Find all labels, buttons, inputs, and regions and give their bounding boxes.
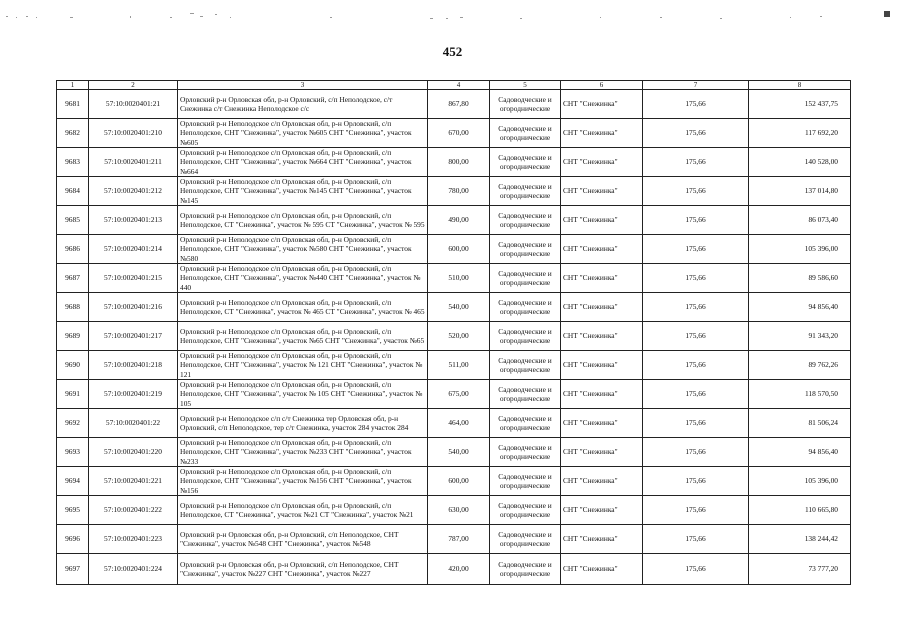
cadastral-value-cell: 86 073,40 <box>749 206 851 235</box>
address-cell: Орловский р-н Неполодское с/п Орловская обл, р-н Орловский, с/п Неполодское, СНТ "Снежинка", участок №145 СНТ "Снежинка", участок №145 <box>178 177 428 206</box>
area-cell: 675,00 <box>428 380 490 409</box>
organization-cell: СНТ "Снежинка" <box>561 206 643 235</box>
land-use-cell: Садоводческие и огороднические <box>490 525 561 554</box>
area-cell: 520,00 <box>428 322 490 351</box>
land-use-cell: Садоводческие и огороднические <box>490 322 561 351</box>
specific-value-cell: 175,66 <box>643 409 749 438</box>
specific-value-cell: 175,66 <box>643 322 749 351</box>
address-cell: Орловский р-н Орловская обл, р-н Орловский, с/п Неполодское, СНТ "Снежинка", участок №548 СНТ "Снежинка", участок №548 <box>178 525 428 554</box>
specific-value-cell: 175,66 <box>643 525 749 554</box>
organization-cell: СНТ "Снежинка" <box>561 293 643 322</box>
area-cell: 600,00 <box>428 467 490 496</box>
table-row <box>57 467 851 496</box>
cadastral-number: 57:10:0020401:210 <box>89 119 178 148</box>
table-row <box>57 554 851 585</box>
organization-cell: СНТ "Снежинка" <box>561 467 643 496</box>
column-number: 6 <box>561 81 643 90</box>
area-cell: 511,00 <box>428 351 490 380</box>
table-row <box>57 206 851 235</box>
area-cell: 540,00 <box>428 438 490 467</box>
address-cell: Орловский р-н Неполодское с/п Орловская обл, р-н Орловский, с/п Неполодское, СНТ "Снежинка", участок №605 СНТ "Снежинка", участок №605 <box>178 119 428 148</box>
organization-cell: СНТ "Снежинка" <box>561 525 643 554</box>
row-number: 9695 <box>57 496 89 525</box>
table-row <box>57 177 851 206</box>
land-use-cell: Садоводческие и огороднические <box>490 293 561 322</box>
row-number: 9696 <box>57 525 89 554</box>
land-use-cell: Садоводческие и огороднические <box>490 264 561 293</box>
column-number: 8 <box>749 81 851 90</box>
cadastral-value-cell: 137 014,80 <box>749 177 851 206</box>
organization-cell: СНТ "Снежинка" <box>561 496 643 525</box>
table-row <box>57 351 851 380</box>
table-row <box>57 380 851 409</box>
row-number: 9689 <box>57 322 89 351</box>
address-cell: Орловский р-н Неполодское с/п Орловская обл, р-н Орловский, с/п Неполодское, СНТ "Снежинка", участок №233 СНТ "Снежинка", участок №233 <box>178 438 428 467</box>
table-row <box>57 119 851 148</box>
cadastral-number: 57:10:0020401:217 <box>89 322 178 351</box>
area-cell: 490,00 <box>428 206 490 235</box>
specific-value-cell: 175,66 <box>643 554 749 585</box>
row-number: 9686 <box>57 235 89 264</box>
column-number: 7 <box>643 81 749 90</box>
cadastral-number: 57:10:0020401:215 <box>89 264 178 293</box>
cadastral-number: 57:10:0020401:214 <box>89 235 178 264</box>
land-use-cell: Садоводческие и огороднические <box>490 467 561 496</box>
organization-cell: СНТ "Снежинка" <box>561 322 643 351</box>
organization-cell: СНТ "Снежинка" <box>561 380 643 409</box>
organization-cell: СНТ "Снежинка" <box>561 119 643 148</box>
address-cell: Орловский р-н Неполодское с/п Орловская обл, р-н Орловский, с/п Неполодское, СНТ "Снежинка", участок №65 СНТ "Снежинка", участок №65 <box>178 322 428 351</box>
land-use-cell: Садоводческие и огороднические <box>490 351 561 380</box>
table-row <box>57 264 851 293</box>
cadastral-value-cell: 94 856,40 <box>749 438 851 467</box>
specific-value-cell: 175,66 <box>643 467 749 496</box>
cadastral-number: 57:10:0020401:211 <box>89 148 178 177</box>
row-number: 9687 <box>57 264 89 293</box>
cadastral-value-cell: 81 506,24 <box>749 409 851 438</box>
row-number: 9697 <box>57 554 89 585</box>
area-cell: 630,00 <box>428 496 490 525</box>
row-number: 9685 <box>57 206 89 235</box>
organization-cell: СНТ "Снежинка" <box>561 409 643 438</box>
specific-value-cell: 175,66 <box>643 177 749 206</box>
cadastral-number: 57:10:0020401:224 <box>89 554 178 585</box>
organization-cell: СНТ "Снежинка" <box>561 438 643 467</box>
cadastral-number: 57:10:0020401:221 <box>89 467 178 496</box>
row-number: 9688 <box>57 293 89 322</box>
address-cell: Орловский р-н Неполодское с/п Орловская обл, р-н Орловский, с/п Неполодское, СТ "Снежинка", участок № 595 СТ "Снежинка", участок № 595 <box>178 206 428 235</box>
area-cell: 787,00 <box>428 525 490 554</box>
land-use-cell: Садоводческие и огороднические <box>490 235 561 264</box>
address-cell: Орловский р-н Неполодское с/п Орловская обл, р-н Орловский, с/п Неполодское, СТ "Снежинка", участок № 465 СТ "Снежинка", участок № 465 <box>178 293 428 322</box>
table-row <box>57 293 851 322</box>
land-use-cell: Садоводческие и огороднические <box>490 554 561 585</box>
cadastral-value-cell: 94 856,40 <box>749 293 851 322</box>
area-cell: 420,00 <box>428 554 490 585</box>
area-cell: 670,00 <box>428 119 490 148</box>
cadastral-value-cell: 138 244,42 <box>749 525 851 554</box>
specific-value-cell: 175,66 <box>643 90 749 119</box>
address-cell: Орловский р-н Неполодское с/п Орловская обл, р-н Орловский, с/п Неполодское, СНТ "Снежинка", участок №156 СНТ "Снежинка", участок №156 <box>178 467 428 496</box>
area-cell: 600,00 <box>428 235 490 264</box>
organization-cell: СНТ "Снежинка" <box>561 235 643 264</box>
cadastral-value-cell: 105 396,00 <box>749 235 851 264</box>
land-use-cell: Садоводческие и огороднические <box>490 496 561 525</box>
cadastral-number: 57:10:0020401:216 <box>89 293 178 322</box>
cadastral-number: 57:10:0020401:220 <box>89 438 178 467</box>
land-use-cell: Садоводческие и огороднические <box>490 206 561 235</box>
specific-value-cell: 175,66 <box>643 235 749 264</box>
organization-cell: СНТ "Снежинка" <box>561 148 643 177</box>
cadastral-number: 57:10:0020401:223 <box>89 525 178 554</box>
organization-cell: СНТ "Снежинка" <box>561 177 643 206</box>
organization-cell: СНТ "Снежинка" <box>561 351 643 380</box>
cadastral-value-cell: 118 570,50 <box>749 380 851 409</box>
scan-noise-strip <box>0 10 905 24</box>
table-row <box>57 525 851 554</box>
cadastral-number: 57:10:0020401:21 <box>89 90 178 119</box>
area-cell: 867,80 <box>428 90 490 119</box>
cadastral-value-cell: 140 528,00 <box>749 148 851 177</box>
cadastral-value-cell: 89 762,26 <box>749 351 851 380</box>
table-row <box>57 409 851 438</box>
specific-value-cell: 175,66 <box>643 293 749 322</box>
area-cell: 800,00 <box>428 148 490 177</box>
cadastral-value-cell: 117 692,20 <box>749 119 851 148</box>
row-number: 9694 <box>57 467 89 496</box>
cadastral-value-cell: 89 586,60 <box>749 264 851 293</box>
organization-cell: СНТ "Снежинка" <box>561 554 643 585</box>
cadastral-number: 57:10:0020401:212 <box>89 177 178 206</box>
specific-value-cell: 175,66 <box>643 496 749 525</box>
area-cell: 540,00 <box>428 293 490 322</box>
cadastral-number: 57:10:0020401:222 <box>89 496 178 525</box>
land-use-cell: Садоводческие и огороднические <box>490 438 561 467</box>
cadastral-value-cell: 110 665,80 <box>749 496 851 525</box>
land-use-cell: Садоводческие и огороднические <box>490 148 561 177</box>
row-number: 9690 <box>57 351 89 380</box>
column-number: 4 <box>428 81 490 90</box>
land-plots-table <box>56 80 851 585</box>
specific-value-cell: 175,66 <box>643 351 749 380</box>
cadastral-number: 57:10:0020401:219 <box>89 380 178 409</box>
cadastral-value-cell: 91 343,20 <box>749 322 851 351</box>
table-row <box>57 235 851 264</box>
row-number: 9692 <box>57 409 89 438</box>
table-row <box>57 90 851 119</box>
page-number: 452 <box>442 44 463 59</box>
cadastral-number: 57:10:0020401:218 <box>89 351 178 380</box>
specific-value-cell: 175,66 <box>643 119 749 148</box>
area-cell: 464,00 <box>428 409 490 438</box>
cadastral-number: 57:10:0020401:213 <box>89 206 178 235</box>
column-number: 1 <box>57 81 89 90</box>
organization-cell: СНТ "Снежинка" <box>561 90 643 119</box>
cadastral-value-cell: 73 777,20 <box>749 554 851 585</box>
specific-value-cell: 175,66 <box>643 148 749 177</box>
cadastral-number: 57:10:0020401:22 <box>89 409 178 438</box>
row-number: 9683 <box>57 148 89 177</box>
land-use-cell: Садоводческие и огороднические <box>490 409 561 438</box>
row-number: 9682 <box>57 119 89 148</box>
column-number: 5 <box>490 81 561 90</box>
row-number: 9684 <box>57 177 89 206</box>
column-number: 2 <box>89 81 178 90</box>
address-cell: Орловский р-н Орловская обл, р-н Орловский, с/п Неполодское, СНТ "Снежинка", участок №227 СНТ "Снежинка", участок №227 <box>178 554 428 585</box>
column-number: 3 <box>178 81 428 90</box>
table-row <box>57 322 851 351</box>
column-number-row <box>57 81 851 90</box>
table-row <box>57 438 851 467</box>
land-use-cell: Садоводческие и огороднические <box>490 90 561 119</box>
address-cell: Орловский р-н Орловская обл, р-н Орловский, с/п Неполодское, с/т Снежинка с/т Снежинка Неполодское с/с <box>178 90 428 119</box>
cadastral-value-cell: 152 437,75 <box>749 90 851 119</box>
specific-value-cell: 175,66 <box>643 380 749 409</box>
address-cell: Орловский р-н Неполодское с/п Орловская обл, р-н Орловский, с/п Неполодское, СНТ "Снежинка", участок № 121 СНТ "Снежинка", участок № 121 <box>178 351 428 380</box>
row-number: 9681 <box>57 90 89 119</box>
address-cell: Орловский р-н Неполодское с/п Орловская обл, р-н Орловский, с/п Неполодское, СНТ "Снежинка", участок №580 СНТ "Снежинка", участок №580 <box>178 235 428 264</box>
row-number: 9693 <box>57 438 89 467</box>
land-use-cell: Садоводческие и огороднические <box>490 380 561 409</box>
land-use-cell: Садоводческие и огороднические <box>490 119 561 148</box>
specific-value-cell: 175,66 <box>643 206 749 235</box>
row-number: 9691 <box>57 380 89 409</box>
address-cell: Орловский р-н Неполодское с/п Орловская обл, р-н Орловский, с/п Неполодское, СНТ "Снежинка", участок №664 СНТ "Снежинка", участок №664 <box>178 148 428 177</box>
address-cell: Орловский р-н Неполодское с/п Орловская обл, р-н Орловский, с/п Неполодское, СНТ "Снежинка", участок № 105 СНТ "Снежинка", участок № 105 <box>178 380 428 409</box>
organization-cell: СНТ "Снежинка" <box>561 264 643 293</box>
address-cell: Орловский р-н Неполодское с/п Орловская обл, р-н Орловский, с/п Неполодское, СТ "Снежинка", участок №21 СТ "Снежинка", участок №21 <box>178 496 428 525</box>
table-row <box>57 148 851 177</box>
specific-value-cell: 175,66 <box>643 264 749 293</box>
area-cell: 510,00 <box>428 264 490 293</box>
specific-value-cell: 175,66 <box>643 438 749 467</box>
area-cell: 780,00 <box>428 177 490 206</box>
table-row <box>57 496 851 525</box>
cadastral-value-cell: 105 396,00 <box>749 467 851 496</box>
address-cell: Орловский р-н Неполодское с/п с/т Снежинка тер Орловская обл, р-н Орловский, с/п Неполодское, тер с/т Снежинка, участок 284 участок 284 <box>178 409 428 438</box>
address-cell: Орловский р-н Неполодское с/п Орловская обл, р-н Орловский, с/п Неполодское, СНТ "Снежинка", участок №440 СНТ "Снежинка", участок № 440 <box>178 264 428 293</box>
land-use-cell: Садоводческие и огороднические <box>490 177 561 206</box>
